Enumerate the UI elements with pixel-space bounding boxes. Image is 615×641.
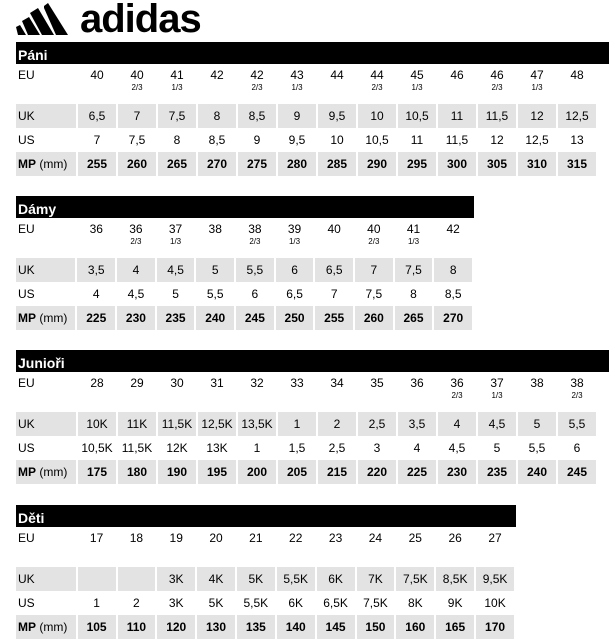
cell-uk: 10 bbox=[358, 104, 396, 128]
cell-mp: 275 bbox=[238, 152, 276, 176]
cell-uk: 1 bbox=[278, 412, 316, 436]
row-mp bbox=[16, 152, 596, 176]
cell-uk: 3,5 bbox=[77, 258, 115, 282]
cell-uk: 5,5 bbox=[558, 412, 596, 436]
cell-uk: 9,5 bbox=[318, 104, 356, 128]
cell-mp: 245 bbox=[236, 306, 274, 330]
cell-eu: 41 1/3 bbox=[158, 64, 196, 104]
cell-mp: 205 bbox=[278, 460, 316, 484]
row-mp bbox=[16, 460, 596, 484]
cell-us: 1 bbox=[78, 591, 116, 615]
cell-mp: 270 bbox=[198, 152, 236, 176]
cell-us: 5,5 bbox=[196, 282, 234, 306]
cell-eu: 35 bbox=[358, 372, 396, 412]
cell-us: 8 bbox=[395, 282, 433, 306]
cell-mp: 175 bbox=[78, 460, 116, 484]
row-label-uk: UK bbox=[16, 412, 76, 436]
cell-eu: 32 bbox=[238, 372, 276, 412]
cell-eu: 34 bbox=[318, 372, 356, 412]
cell-mp: 250 bbox=[276, 306, 314, 330]
cell-us: 10K bbox=[476, 591, 514, 615]
cell-mp: 145 bbox=[317, 615, 355, 639]
cell-uk: 2,5 bbox=[358, 412, 396, 436]
size-table bbox=[14, 64, 598, 176]
row-label-mp: MP (mm) bbox=[16, 460, 76, 484]
cell-mp: 195 bbox=[198, 460, 236, 484]
cell-mp: 265 bbox=[158, 152, 196, 176]
section-title: Děti bbox=[16, 505, 516, 527]
row-us bbox=[16, 436, 596, 460]
cell-eu: 46 bbox=[438, 64, 476, 104]
cell-eu: 41 1/3 bbox=[395, 218, 433, 258]
cell-uk: 4 bbox=[117, 258, 155, 282]
cell-us: 7 bbox=[315, 282, 353, 306]
cell-us: 4 bbox=[77, 282, 115, 306]
cell-mp: 220 bbox=[358, 460, 396, 484]
cell-uk: 7K bbox=[357, 567, 395, 591]
cell-us: 6 bbox=[236, 282, 274, 306]
cell-eu: 40 2/3 bbox=[355, 218, 393, 258]
row-label-mp: MP (mm) bbox=[16, 152, 76, 176]
cell-eu: 38 2/3 bbox=[236, 218, 274, 258]
cell-mp: 135 bbox=[237, 615, 275, 639]
cell-mp: 260 bbox=[355, 306, 393, 330]
cell-us: 12,5 bbox=[518, 128, 556, 152]
cell-eu: 26 bbox=[436, 527, 474, 567]
size-table bbox=[14, 527, 516, 639]
cell-eu: 43 1/3 bbox=[278, 64, 316, 104]
cell-uk: 8 bbox=[198, 104, 236, 128]
cell-uk: 7,5K bbox=[396, 567, 434, 591]
cell-us: 13K bbox=[198, 436, 236, 460]
row-us bbox=[16, 591, 514, 615]
cell-us: 5 bbox=[157, 282, 195, 306]
cell-us: 13 bbox=[558, 128, 596, 152]
cell-uk: 8 bbox=[434, 258, 472, 282]
cell-mp: 225 bbox=[398, 460, 436, 484]
cell-us: 6K bbox=[277, 591, 315, 615]
cell-eu: 33 bbox=[278, 372, 316, 412]
cell-eu: 39 1/3 bbox=[276, 218, 314, 258]
row-eu bbox=[16, 64, 596, 104]
cell-eu: 23 bbox=[317, 527, 355, 567]
cell-mp: 140 bbox=[277, 615, 315, 639]
cell-eu: 24 bbox=[357, 527, 395, 567]
row-label-uk: UK bbox=[16, 104, 76, 128]
cell-us: 11,5 bbox=[438, 128, 476, 152]
cell-us: 6 bbox=[558, 436, 596, 460]
brand-wordmark: adidas bbox=[80, 0, 201, 41]
cell-mp: 240 bbox=[196, 306, 234, 330]
cell-uk: 5,5 bbox=[236, 258, 274, 282]
cell-mp: 165 bbox=[436, 615, 474, 639]
cell-uk: 6,5 bbox=[78, 104, 116, 128]
cell-eu: 17 bbox=[78, 527, 116, 567]
cell-mp: 150 bbox=[357, 615, 395, 639]
row-label-us: US bbox=[16, 436, 76, 460]
cell-eu: 37 1/3 bbox=[157, 218, 195, 258]
cell-eu: 42 2/3 bbox=[238, 64, 276, 104]
cell-eu: 38 bbox=[518, 372, 556, 412]
cell-us: 6,5 bbox=[276, 282, 314, 306]
cell-mp: 200 bbox=[238, 460, 276, 484]
cell-eu: 29 bbox=[118, 372, 156, 412]
cell-us: 3K bbox=[157, 591, 195, 615]
section-title: Páni bbox=[16, 42, 609, 64]
cell-eu: 42 bbox=[434, 218, 472, 258]
cell-us: 4,5 bbox=[117, 282, 155, 306]
cell-mp: 120 bbox=[157, 615, 195, 639]
size-table bbox=[14, 218, 474, 330]
cell-mp: 235 bbox=[478, 460, 516, 484]
row-label-us: US bbox=[16, 128, 76, 152]
cell-mp: 255 bbox=[78, 152, 116, 176]
cell-uk: 3,5 bbox=[398, 412, 436, 436]
cell-eu: 48 bbox=[558, 64, 596, 104]
cell-us: 5 bbox=[478, 436, 516, 460]
cell-eu: 38 2/3 bbox=[558, 372, 596, 412]
cell-mp: 255 bbox=[315, 306, 353, 330]
cell-uk: 5 bbox=[518, 412, 556, 436]
size-section-1 bbox=[16, 196, 474, 330]
cell-uk bbox=[78, 567, 116, 591]
cell-us: 8,5 bbox=[434, 282, 472, 306]
cell-eu: 31 bbox=[198, 372, 236, 412]
cell-mp: 225 bbox=[77, 306, 115, 330]
row-mp bbox=[16, 615, 514, 639]
cell-us: 2,5 bbox=[318, 436, 356, 460]
cell-uk: 12,5 bbox=[558, 104, 596, 128]
cell-us: 10,5K bbox=[78, 436, 116, 460]
cell-mp: 270 bbox=[434, 306, 472, 330]
cell-us: 10,5 bbox=[358, 128, 396, 152]
cell-us: 12 bbox=[478, 128, 516, 152]
cell-us: 4,5 bbox=[438, 436, 476, 460]
cell-uk: 9,5K bbox=[476, 567, 514, 591]
size-section-0 bbox=[16, 42, 609, 176]
row-uk bbox=[16, 567, 514, 591]
row-label-mp: MP (mm) bbox=[16, 615, 76, 639]
cell-eu: 27 bbox=[476, 527, 514, 567]
cell-mp: 105 bbox=[78, 615, 116, 639]
cell-uk: 4,5 bbox=[478, 412, 516, 436]
row-uk bbox=[16, 104, 596, 128]
cell-eu: 44 2/3 bbox=[358, 64, 396, 104]
cell-uk: 6,5 bbox=[315, 258, 353, 282]
cell-eu: 36 2/3 bbox=[438, 372, 476, 412]
cell-uk: 7,5 bbox=[158, 104, 196, 128]
row-eu bbox=[16, 218, 472, 258]
row-us bbox=[16, 282, 472, 306]
size-section-2 bbox=[16, 350, 609, 484]
cell-eu: 36 bbox=[398, 372, 436, 412]
cell-mp: 230 bbox=[438, 460, 476, 484]
cell-eu: 36 bbox=[77, 218, 115, 258]
row-label-uk: UK bbox=[16, 258, 75, 282]
cell-mp: 265 bbox=[395, 306, 433, 330]
row-mp bbox=[16, 306, 472, 330]
cell-us: 1 bbox=[238, 436, 276, 460]
cell-uk: 4,5 bbox=[157, 258, 195, 282]
cell-mp: 300 bbox=[438, 152, 476, 176]
cell-uk: 8,5K bbox=[436, 567, 474, 591]
cell-mp: 170 bbox=[476, 615, 514, 639]
cell-us: 8 bbox=[158, 128, 196, 152]
cell-us: 3 bbox=[358, 436, 396, 460]
cell-us: 11 bbox=[398, 128, 436, 152]
cell-mp: 285 bbox=[318, 152, 356, 176]
cell-eu: 30 bbox=[158, 372, 196, 412]
row-label-uk: UK bbox=[16, 567, 76, 591]
adidas-logo bbox=[16, 0, 226, 41]
cell-us: 9K bbox=[436, 591, 474, 615]
cell-eu: 21 bbox=[237, 527, 275, 567]
cell-uk: 13,5K bbox=[238, 412, 276, 436]
cell-mp: 305 bbox=[478, 152, 516, 176]
cell-us: 7 bbox=[78, 128, 116, 152]
cell-eu: 40 bbox=[315, 218, 353, 258]
cell-uk: 12,5K bbox=[198, 412, 236, 436]
cell-uk: 5 bbox=[196, 258, 234, 282]
row-eu bbox=[16, 527, 514, 567]
cell-eu: 25 bbox=[396, 527, 434, 567]
cell-us: 6,5K bbox=[317, 591, 355, 615]
cell-us: 5K bbox=[197, 591, 235, 615]
cell-us: 12K bbox=[158, 436, 196, 460]
cell-us: 8K bbox=[396, 591, 434, 615]
cell-mp: 240 bbox=[518, 460, 556, 484]
cell-eu: 42 bbox=[198, 64, 236, 104]
cell-uk: 2 bbox=[318, 412, 356, 436]
row-eu bbox=[16, 372, 596, 412]
cell-mp: 280 bbox=[278, 152, 316, 176]
row-label-eu: EU bbox=[16, 218, 75, 258]
cell-mp: 295 bbox=[398, 152, 436, 176]
row-us bbox=[16, 128, 596, 152]
cell-eu: 45 1/3 bbox=[398, 64, 436, 104]
cell-us: 7,5 bbox=[118, 128, 156, 152]
cell-eu: 37 1/3 bbox=[478, 372, 516, 412]
cell-eu: 47 1/3 bbox=[518, 64, 556, 104]
row-label-us: US bbox=[16, 591, 76, 615]
section-title: Junioři bbox=[16, 350, 609, 372]
cell-eu: 22 bbox=[277, 527, 315, 567]
cell-uk: 10,5 bbox=[398, 104, 436, 128]
cell-uk: 10K bbox=[78, 412, 116, 436]
cell-eu: 44 bbox=[318, 64, 356, 104]
cell-mp: 130 bbox=[197, 615, 235, 639]
cell-mp: 110 bbox=[118, 615, 156, 639]
cell-eu: 38 bbox=[196, 218, 234, 258]
size-section-3 bbox=[16, 505, 516, 639]
cell-mp: 215 bbox=[318, 460, 356, 484]
cell-uk: 12 bbox=[518, 104, 556, 128]
cell-eu: 40 bbox=[78, 64, 116, 104]
cell-eu: 20 bbox=[197, 527, 235, 567]
row-uk bbox=[16, 258, 472, 282]
cell-uk: 4 bbox=[438, 412, 476, 436]
cell-uk: 11,5 bbox=[478, 104, 516, 128]
cell-us: 2 bbox=[118, 591, 156, 615]
cell-uk: 5K bbox=[237, 567, 275, 591]
cell-uk: 6 bbox=[276, 258, 314, 282]
cell-us: 9,5 bbox=[278, 128, 316, 152]
section-title: Dámy bbox=[16, 196, 474, 218]
row-uk bbox=[16, 412, 596, 436]
cell-mp: 310 bbox=[518, 152, 556, 176]
row-label-us: US bbox=[16, 282, 75, 306]
cell-us: 10 bbox=[318, 128, 356, 152]
cell-uk: 6K bbox=[317, 567, 355, 591]
cell-us: 8,5 bbox=[198, 128, 236, 152]
row-label-eu: EU bbox=[16, 527, 76, 567]
cell-us: 4 bbox=[398, 436, 436, 460]
cell-eu: 46 2/3 bbox=[478, 64, 516, 104]
row-label-mp: MP (mm) bbox=[16, 306, 75, 330]
cell-mp: 290 bbox=[358, 152, 396, 176]
row-label-eu: EU bbox=[16, 372, 76, 412]
cell-uk: 3K bbox=[157, 567, 195, 591]
cell-uk: 8,5 bbox=[238, 104, 276, 128]
cell-eu: 19 bbox=[157, 527, 195, 567]
cell-uk: 7 bbox=[118, 104, 156, 128]
cell-uk: 11,5K bbox=[158, 412, 196, 436]
cell-eu: 28 bbox=[78, 372, 116, 412]
cell-us: 11,5K bbox=[118, 436, 156, 460]
cell-us: 7,5 bbox=[355, 282, 393, 306]
cell-uk bbox=[118, 567, 156, 591]
cell-eu: 18 bbox=[118, 527, 156, 567]
cell-mp: 160 bbox=[396, 615, 434, 639]
cell-us: 1,5 bbox=[278, 436, 316, 460]
cell-us: 9 bbox=[238, 128, 276, 152]
cell-mp: 180 bbox=[118, 460, 156, 484]
cell-us: 5,5K bbox=[237, 591, 275, 615]
size-table bbox=[14, 372, 598, 484]
cell-mp: 260 bbox=[118, 152, 156, 176]
cell-uk: 7 bbox=[355, 258, 393, 282]
cell-uk: 9 bbox=[278, 104, 316, 128]
cell-eu: 40 2/3 bbox=[118, 64, 156, 104]
cell-mp: 315 bbox=[558, 152, 596, 176]
cell-us: 7,5K bbox=[357, 591, 395, 615]
cell-uk: 5,5K bbox=[277, 567, 315, 591]
cell-uk: 4K bbox=[197, 567, 235, 591]
cell-uk: 11K bbox=[118, 412, 156, 436]
cell-mp: 245 bbox=[558, 460, 596, 484]
row-label-eu: EU bbox=[16, 64, 76, 104]
cell-mp: 230 bbox=[117, 306, 155, 330]
cell-mp: 190 bbox=[158, 460, 196, 484]
cell-uk: 7,5 bbox=[395, 258, 433, 282]
cell-mp: 235 bbox=[157, 306, 195, 330]
cell-eu: 36 2/3 bbox=[117, 218, 155, 258]
cell-us: 5,5 bbox=[518, 436, 556, 460]
cell-uk: 11 bbox=[438, 104, 476, 128]
